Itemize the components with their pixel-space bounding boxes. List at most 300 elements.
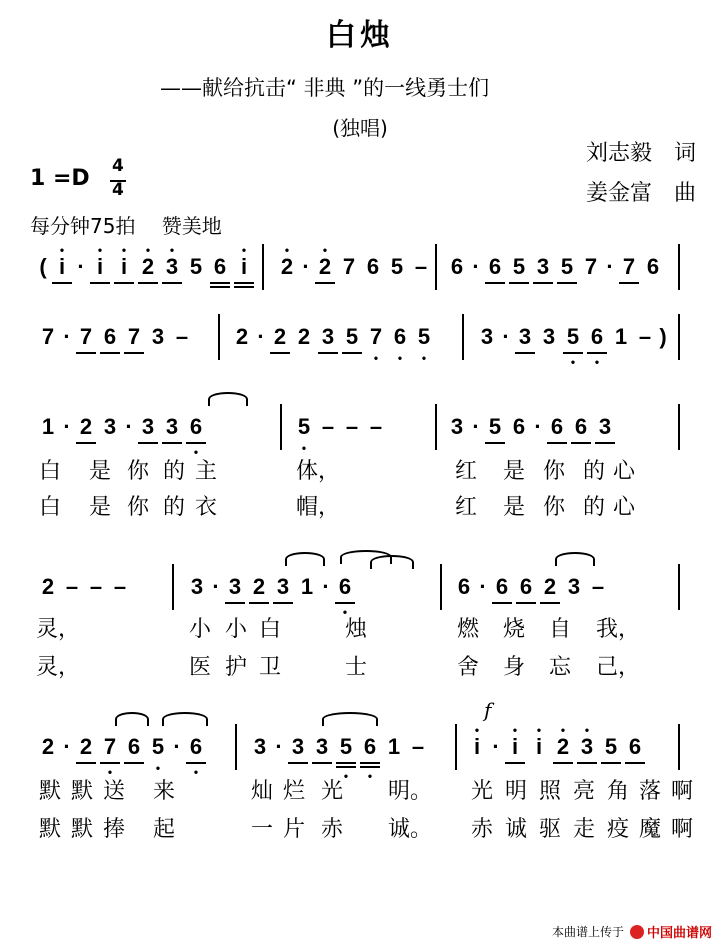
- underline: [595, 442, 615, 444]
- note-glyph: 5: [604, 734, 618, 759]
- lyric-syllable: 护: [224, 655, 247, 680]
- underline: [492, 602, 512, 604]
- note: [385, 244, 409, 298]
- note: [483, 244, 507, 298]
- octave-dot-below: •: [397, 351, 403, 365]
- measure: [292, 404, 388, 458]
- underline: [540, 602, 560, 604]
- note-glyph: 5: [566, 324, 580, 349]
- note-glyph: ·: [77, 254, 85, 279]
- lyric-syllable: 诚。: [388, 817, 433, 842]
- underline: [249, 602, 269, 604]
- note-glyph: 7: [127, 324, 141, 349]
- note-glyph: –: [65, 574, 79, 599]
- site-logo-icon: [630, 925, 644, 939]
- tempo-marking: 每分钟75拍 赞美地: [30, 214, 222, 238]
- barline: [440, 564, 442, 610]
- note: [569, 404, 593, 458]
- measure: [36, 724, 208, 778]
- measure: [36, 244, 256, 298]
- octave-dot-above: •: [59, 243, 65, 257]
- dash-extension: [364, 404, 388, 458]
- note-glyph: ·: [322, 574, 330, 599]
- note: [657, 314, 669, 368]
- underline: [138, 282, 158, 284]
- lyric-syllable: 白: [258, 617, 281, 642]
- augmentation-dot: [531, 404, 545, 458]
- note-glyph: 6: [103, 324, 117, 349]
- site-logo[interactable]: [630, 922, 712, 941]
- note-glyph: –: [175, 324, 189, 349]
- note-glyph: 3: [276, 574, 290, 599]
- slur: [285, 552, 325, 566]
- octave-dot-below: •: [107, 765, 113, 779]
- octave-dot-below: •: [594, 355, 600, 369]
- octave-dot-above: •: [584, 723, 590, 737]
- dash-extension: [170, 314, 194, 368]
- note-glyph: i: [240, 254, 248, 279]
- note-glyph: 3: [567, 574, 581, 599]
- note-glyph: 2: [235, 324, 249, 349]
- lyric-line: [0, 612, 720, 646]
- note-glyph: 6: [646, 254, 660, 279]
- note: [465, 724, 489, 778]
- dash-extension: [406, 724, 430, 778]
- lyric-syllable: 卫: [258, 655, 281, 680]
- note-glyph: 2: [318, 254, 332, 279]
- lyric-syllable: 红: [454, 459, 477, 484]
- note: [503, 724, 527, 778]
- barline: [678, 244, 680, 290]
- lyric-syllable: 的: [162, 459, 185, 484]
- underline: [342, 352, 362, 354]
- note-glyph: ·: [492, 734, 500, 759]
- note-glyph: ·: [479, 574, 487, 599]
- note-glyph: 6: [363, 734, 377, 759]
- underline: [587, 352, 607, 354]
- note: [562, 564, 586, 618]
- note: [36, 564, 60, 618]
- slur: [340, 550, 392, 564]
- underline: [619, 282, 639, 284]
- note-glyph: 1: [614, 324, 628, 349]
- song-subtitle: ——献给抗击“ 非典 ”的一线勇士们: [160, 76, 490, 100]
- barline: [172, 564, 174, 610]
- underline: [270, 352, 290, 354]
- note-glyph: ): [659, 324, 667, 349]
- note: [445, 404, 469, 458]
- slur: [555, 552, 595, 566]
- note-glyph: 5: [417, 324, 431, 349]
- note-glyph: ·: [63, 324, 71, 349]
- note-glyph: ·: [534, 414, 542, 439]
- augmentation-dot: [469, 404, 483, 458]
- barline: [435, 244, 437, 290]
- note-glyph: 3: [165, 254, 179, 279]
- measure: [36, 314, 194, 368]
- performance-type: (独唱): [332, 116, 388, 140]
- note: [295, 564, 319, 618]
- lyric-syllable: 主: [194, 459, 217, 484]
- note-glyph: 7: [369, 324, 383, 349]
- note-glyph: 2: [273, 324, 287, 349]
- barline: [435, 404, 437, 450]
- note-glyph: ·: [212, 574, 220, 599]
- note: [36, 724, 60, 778]
- slur: [208, 392, 248, 406]
- note-glyph: ·: [275, 734, 283, 759]
- note: [146, 314, 170, 368]
- underline: [312, 762, 332, 764]
- note: [146, 724, 170, 778]
- note: [271, 564, 295, 618]
- note: [575, 724, 599, 778]
- measure: [185, 564, 357, 618]
- note-glyph: 5: [560, 254, 574, 279]
- note-glyph: 5: [488, 414, 502, 439]
- note-glyph: i: [96, 254, 104, 279]
- augmentation-dot: [170, 724, 184, 778]
- underline: [557, 282, 577, 284]
- note-glyph: 1: [387, 734, 401, 759]
- measure: [36, 404, 208, 458]
- note-glyph: 6: [495, 574, 509, 599]
- note-glyph: 7: [103, 734, 117, 759]
- note: [185, 564, 209, 618]
- underline: [76, 762, 96, 764]
- note: [623, 724, 647, 778]
- note: [538, 564, 562, 618]
- dash-extension: [108, 564, 132, 618]
- lyric-syllable: 明。: [388, 779, 433, 804]
- underline: [138, 442, 158, 444]
- note: [223, 564, 247, 618]
- underline: [162, 442, 182, 444]
- note-glyph: 2: [79, 734, 93, 759]
- note: [208, 244, 232, 298]
- measure: [445, 404, 617, 458]
- underline: [577, 762, 597, 764]
- barline: [262, 244, 264, 290]
- note: [184, 244, 208, 298]
- note: [513, 314, 537, 368]
- lyric-syllable: 亮: [572, 779, 595, 804]
- note-glyph: –: [411, 734, 425, 759]
- note: [136, 244, 160, 298]
- note-glyph: 2: [252, 574, 266, 599]
- note-glyph: 3: [580, 734, 594, 759]
- lyric-syllable: 赤: [470, 817, 493, 842]
- note: [98, 404, 122, 458]
- note: [333, 564, 357, 618]
- underline: [533, 282, 553, 284]
- lyric-syllable: 你: [126, 495, 149, 520]
- augmentation-dot: [476, 564, 490, 618]
- underline: [124, 352, 144, 354]
- note: [313, 244, 337, 298]
- note-glyph: 2: [41, 574, 55, 599]
- octave-dot-above: •: [145, 243, 151, 257]
- note: [334, 724, 358, 783]
- note: [88, 244, 112, 298]
- underline: [485, 442, 505, 444]
- note: [507, 404, 531, 458]
- underline: [485, 282, 505, 284]
- note: [122, 724, 146, 778]
- underline: [52, 282, 72, 284]
- dash-extension: [586, 564, 610, 618]
- octave-dot-below: •: [155, 761, 161, 775]
- underline: [563, 352, 583, 354]
- note: [527, 724, 551, 778]
- lyric-syllable: 你: [542, 459, 565, 484]
- underline: [553, 762, 573, 764]
- note: [268, 314, 292, 368]
- note: [475, 314, 499, 368]
- note-glyph: ·: [606, 254, 614, 279]
- note-glyph: ·: [472, 414, 480, 439]
- note-glyph: 6: [450, 254, 464, 279]
- lyric-syllable: 捧: [102, 817, 125, 842]
- note: [514, 564, 538, 618]
- time-signature-numerator: 4: [112, 156, 124, 176]
- note: [579, 244, 603, 298]
- lyric-syllable: 是: [502, 495, 525, 520]
- note-glyph: 3: [315, 734, 329, 759]
- lyric-syllable: 心: [612, 459, 635, 484]
- measure: [465, 724, 647, 778]
- octave-dot-above: •: [536, 723, 542, 737]
- lyric-syllable: 红: [454, 495, 477, 520]
- lyric-syllable: 烧: [502, 617, 525, 642]
- lyric-syllable: 魔: [638, 817, 661, 842]
- underline: [234, 286, 254, 288]
- note-glyph: 6: [574, 414, 588, 439]
- lyric-syllable: 照: [538, 779, 561, 804]
- augmentation-dot: [74, 244, 88, 298]
- underline: [516, 602, 536, 604]
- underline: [505, 762, 525, 764]
- barline: [678, 564, 680, 610]
- note-glyph: 6: [393, 324, 407, 349]
- lyric-syllable: 片: [282, 817, 305, 842]
- note: [337, 244, 361, 298]
- underline: [234, 282, 254, 284]
- note: [36, 244, 50, 298]
- augmentation-dot: [499, 314, 513, 368]
- octave-dot-above: •: [284, 243, 290, 257]
- note: [160, 244, 184, 298]
- note: [36, 404, 60, 458]
- time-signature-denominator: 4: [112, 180, 124, 200]
- note: [292, 314, 316, 368]
- note-glyph: –: [113, 574, 127, 599]
- note-glyph: 2: [41, 734, 55, 759]
- lyric-syllable: 起: [152, 817, 175, 842]
- note-glyph: 2: [543, 574, 557, 599]
- note-glyph: 7: [342, 254, 356, 279]
- note-glyph: –: [414, 254, 428, 279]
- underline: [515, 352, 535, 354]
- lyric-syllable: 明: [504, 779, 527, 804]
- note-glyph: i: [535, 734, 543, 759]
- note: [555, 244, 579, 298]
- note-glyph: 3: [536, 254, 550, 279]
- note: [641, 244, 665, 298]
- note: [490, 564, 514, 618]
- note-glyph: 6: [457, 574, 471, 599]
- underline: [625, 762, 645, 764]
- underline: [360, 762, 380, 764]
- underline: [114, 282, 134, 284]
- note-glyph: 1: [41, 414, 55, 439]
- augmentation-dot: [254, 314, 268, 368]
- note: [36, 314, 60, 368]
- underline: [76, 352, 96, 354]
- note: [537, 314, 561, 368]
- note: [316, 314, 340, 368]
- lyric-syllable: 灵，: [36, 617, 81, 642]
- note: [112, 244, 136, 298]
- note: [593, 404, 617, 458]
- barline: [235, 724, 237, 770]
- note-glyph: 2: [141, 254, 155, 279]
- underline: [76, 442, 96, 444]
- augmentation-dot: [60, 314, 74, 368]
- lyric-syllable: 默: [38, 817, 61, 842]
- underline: [509, 282, 529, 284]
- note: [98, 314, 122, 368]
- underline: [100, 762, 120, 764]
- note: [184, 724, 208, 778]
- augmentation-dot: [469, 244, 483, 298]
- note-glyph: 2: [280, 254, 294, 279]
- note: [361, 244, 385, 298]
- dash-extension: [60, 564, 84, 618]
- note-glyph: 3: [518, 324, 532, 349]
- note-glyph: ·: [502, 324, 510, 349]
- lyric-line: [0, 812, 720, 846]
- slur: [322, 712, 378, 726]
- note-glyph: 7: [584, 254, 598, 279]
- note: [585, 314, 609, 368]
- note: [160, 404, 184, 458]
- underline: [318, 352, 338, 354]
- note-glyph: –: [591, 574, 605, 599]
- barline: [678, 314, 680, 360]
- note-glyph: –: [638, 324, 652, 349]
- octave-dot-below: •: [570, 355, 576, 369]
- note-glyph: ·: [125, 414, 133, 439]
- note-glyph: (: [39, 254, 47, 279]
- octave-dot-below: •: [193, 765, 199, 779]
- composer-credit: 姜金富 曲: [585, 181, 696, 206]
- note-glyph: 7: [41, 324, 55, 349]
- note-glyph: 6: [550, 414, 564, 439]
- site-name: 中国曲谱网: [646, 926, 712, 941]
- note-glyph: 2: [79, 414, 93, 439]
- note-glyph: 3: [228, 574, 242, 599]
- note-glyph: 3: [542, 324, 556, 349]
- octave-dot-above: •: [241, 243, 247, 257]
- note-glyph: 3: [103, 414, 117, 439]
- note-glyph: 5: [390, 254, 404, 279]
- note-glyph: 5: [345, 324, 359, 349]
- note-glyph: ·: [173, 734, 181, 759]
- lyric-syllable: 的: [582, 495, 605, 520]
- augmentation-dot: [209, 564, 223, 618]
- measure: [36, 564, 132, 618]
- underline: [335, 602, 355, 604]
- note-glyph: 5: [189, 254, 203, 279]
- footer-upload-text: 本曲谱上传于: [551, 925, 624, 939]
- lyric-syllable: 走: [572, 817, 595, 842]
- octave-dot-below: •: [193, 445, 199, 459]
- octave-dot-below: •: [421, 351, 427, 365]
- note-glyph: ·: [63, 414, 71, 439]
- note: [507, 244, 531, 298]
- underline: [210, 286, 230, 288]
- note-glyph: 6: [366, 254, 380, 279]
- note-glyph: ·: [63, 734, 71, 759]
- lyric-syllable: 默: [70, 779, 93, 804]
- underline: [225, 602, 245, 604]
- lyric-syllable: 是: [88, 495, 111, 520]
- lyric-syllable: 疫: [606, 817, 629, 842]
- note-glyph: i: [120, 254, 128, 279]
- underline: [100, 352, 120, 354]
- note-glyph: –: [345, 414, 359, 439]
- note: [184, 404, 208, 458]
- note: [136, 404, 160, 458]
- measure: [248, 724, 430, 783]
- footer: [552, 922, 712, 941]
- note-glyph: 6: [127, 734, 141, 759]
- note: [452, 564, 476, 618]
- note-glyph: 3: [165, 414, 179, 439]
- lyric-syllable: 啊: [670, 817, 693, 842]
- lyric-syllable: 落: [638, 779, 661, 804]
- lyric-syllable: 来: [152, 779, 175, 804]
- lyric-line: [0, 650, 720, 684]
- dash-extension: [633, 314, 657, 368]
- measure: [452, 564, 610, 618]
- note-glyph: ·: [257, 324, 265, 349]
- note-glyph: 6: [189, 734, 203, 759]
- augmentation-dot: [60, 404, 74, 458]
- dash-extension: [340, 404, 364, 458]
- underline: [186, 762, 206, 764]
- note-glyph: 6: [338, 574, 352, 599]
- note: [617, 244, 641, 298]
- note: [561, 314, 585, 368]
- octave-dot-above: •: [512, 723, 518, 737]
- lyric-syllable: 舍: [456, 655, 479, 680]
- barline: [678, 724, 680, 770]
- lyric-syllable: 默: [70, 817, 93, 842]
- octave-dot-above: •: [560, 723, 566, 737]
- underline: [336, 766, 356, 768]
- note: [445, 244, 469, 298]
- barline: [455, 724, 457, 770]
- lyric-syllable: 灿: [250, 779, 273, 804]
- lyric-syllable: 角: [606, 779, 629, 804]
- lyric-syllable: 光: [320, 779, 343, 804]
- augmentation-dot: [60, 724, 74, 778]
- underline: [315, 282, 335, 284]
- measure: [275, 244, 433, 298]
- lyric-syllable: 忘: [548, 655, 571, 680]
